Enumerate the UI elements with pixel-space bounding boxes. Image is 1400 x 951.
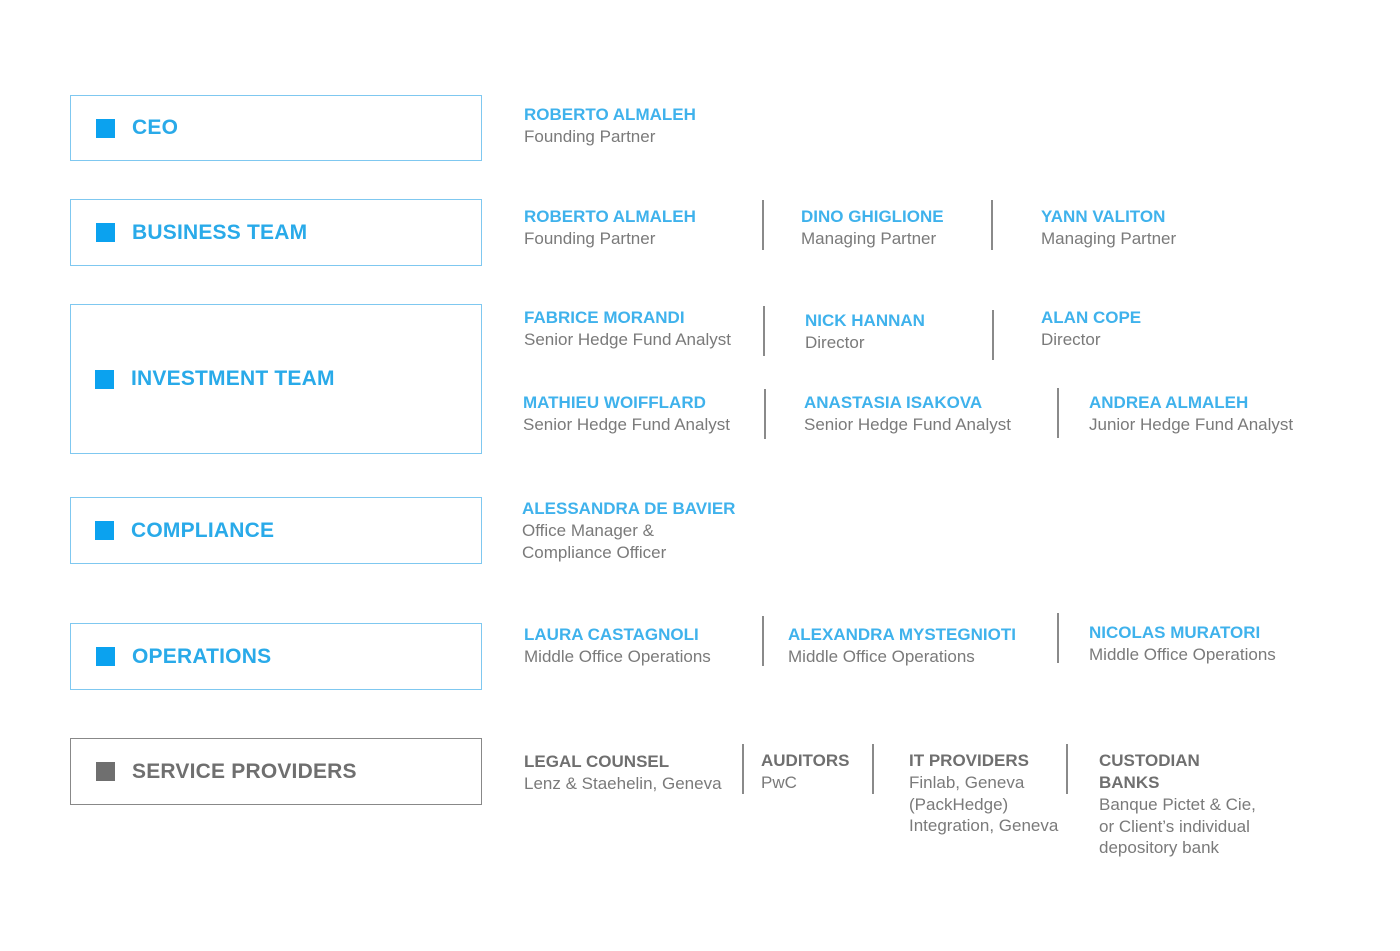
- member-name: MATHIEU WOIFFLARD: [523, 393, 706, 412]
- dept-box-business-team: [70, 199, 482, 266]
- member-compliance-1: [522, 498, 735, 563]
- member-name: NICK HANNAN: [805, 311, 925, 330]
- dept-box-investment-team: [70, 304, 482, 454]
- member-role: Middle Office Operations: [1089, 645, 1276, 664]
- divider-line: [1066, 744, 1068, 794]
- dept-label-service-providers: SERVICE PROVIDERS: [132, 759, 357, 783]
- member-investment-3: [1041, 307, 1141, 351]
- dept-label-compliance: COMPLIANCE: [131, 518, 275, 542]
- divider-line: [872, 744, 874, 794]
- member-name: LAURA CASTAGNOLI: [524, 625, 699, 644]
- member-name: DINO GHIGLIONE: [801, 207, 944, 226]
- dept-label-business-team: BUSINESS TEAM: [132, 220, 308, 244]
- member-role: Middle Office Operations: [524, 647, 711, 666]
- provider-custodian-banks: [1099, 750, 1256, 859]
- divider-line: [763, 306, 765, 356]
- member-name: ALEXANDRA MYSTEGNIOTI: [788, 625, 1016, 644]
- dept-label-investment-team: INVESTMENT TEAM: [131, 367, 335, 390]
- divider-line: [1057, 388, 1059, 438]
- member-name: NICOLAS MURATORI: [1089, 623, 1261, 642]
- member-role: Director: [805, 333, 865, 352]
- square-bullet-icon: [96, 119, 115, 138]
- member-role: Middle Office Operations: [788, 647, 975, 666]
- provider-detail: PwC: [761, 773, 797, 792]
- dept-label-ceo: CEO: [132, 116, 179, 139]
- member-operations-1: [524, 624, 711, 668]
- provider-detail-line2: or Client’s individual: [1099, 816, 1250, 836]
- provider-name: AUDITORS: [761, 751, 850, 770]
- provider-detail: Lenz & Staehelin, Geneva: [524, 774, 722, 793]
- provider-it: [909, 750, 1058, 837]
- provider-name: LEGAL COUNSEL: [524, 752, 670, 771]
- square-bullet-icon: [95, 370, 114, 389]
- member-name: ANASTASIA ISAKOVA: [804, 393, 983, 412]
- member-investment-1: [524, 307, 731, 351]
- member-investment-2: [805, 310, 925, 354]
- provider-auditors: [761, 750, 849, 794]
- member-operations-2: [788, 624, 1016, 668]
- member-role: Director: [1041, 330, 1101, 349]
- member-name: ROBERTO ALMALEH: [524, 207, 696, 226]
- member-business-3: [1041, 206, 1176, 250]
- square-bullet-icon: [95, 521, 114, 540]
- member-operations-3: [1089, 622, 1276, 666]
- divider-line: [1057, 613, 1059, 663]
- member-role-line2: Compliance Officer: [522, 542, 667, 562]
- provider-detail-line1: Finlab, Geneva: [909, 773, 1025, 792]
- dept-box-service-providers: [70, 738, 482, 805]
- member-role: Founding Partner: [524, 229, 656, 248]
- dept-box-operations: [70, 623, 482, 690]
- dept-box-ceo: [70, 95, 482, 161]
- member-role: Senior Hedge Fund Analyst: [804, 415, 1011, 434]
- dept-label-operations: OPERATIONS: [132, 644, 272, 668]
- member-role: Managing Partner: [801, 229, 937, 248]
- provider-detail-line1: Banque Pictet & Cie,: [1099, 795, 1256, 814]
- member-name: ALESSANDRA DE BAVIER: [522, 499, 736, 518]
- member-name: ROBERTO ALMALEH: [524, 105, 696, 124]
- member-role: Managing Partner: [1041, 229, 1177, 248]
- provider-legal-counsel: [524, 751, 722, 795]
- provider-name-line1: CUSTODIAN: [1099, 751, 1200, 770]
- divider-line: [762, 616, 764, 666]
- member-investment-6: [1089, 392, 1293, 436]
- member-role-line1: Office Manager &: [522, 521, 654, 540]
- member-role: Junior Hedge Fund Analyst: [1089, 415, 1294, 434]
- square-bullet-icon: [96, 647, 115, 666]
- member-business-2: [801, 206, 944, 250]
- member-ceo-1: [524, 104, 696, 148]
- divider-line: [992, 310, 994, 360]
- member-role: Founding Partner: [524, 127, 656, 146]
- square-bullet-icon: [96, 762, 115, 781]
- provider-detail-line2: (PackHedge): [909, 794, 1009, 814]
- provider-name-line2: BANKS: [1099, 773, 1160, 792]
- member-name: ANDREA ALMALEH: [1089, 393, 1249, 412]
- provider-detail-line3: depository bank: [1099, 838, 1220, 857]
- divider-line: [762, 200, 764, 250]
- member-name: FABRICE MORANDI: [524, 308, 685, 327]
- member-role: Senior Hedge Fund Analyst: [523, 415, 730, 434]
- square-bullet-icon: [96, 223, 115, 242]
- divider-line: [764, 389, 766, 439]
- member-role: Senior Hedge Fund Analyst: [524, 330, 731, 349]
- provider-detail-line3: Integration, Geneva: [909, 816, 1059, 835]
- member-business-1: [524, 206, 696, 250]
- member-investment-4: [523, 392, 730, 436]
- member-investment-5: [804, 392, 1011, 436]
- divider-line: [742, 744, 744, 794]
- divider-line: [991, 200, 993, 250]
- dept-box-compliance: [70, 497, 482, 564]
- provider-name: IT PROVIDERS: [909, 751, 1029, 770]
- member-name: ALAN COPE: [1041, 308, 1142, 327]
- member-name: YANN VALITON: [1041, 207, 1166, 226]
